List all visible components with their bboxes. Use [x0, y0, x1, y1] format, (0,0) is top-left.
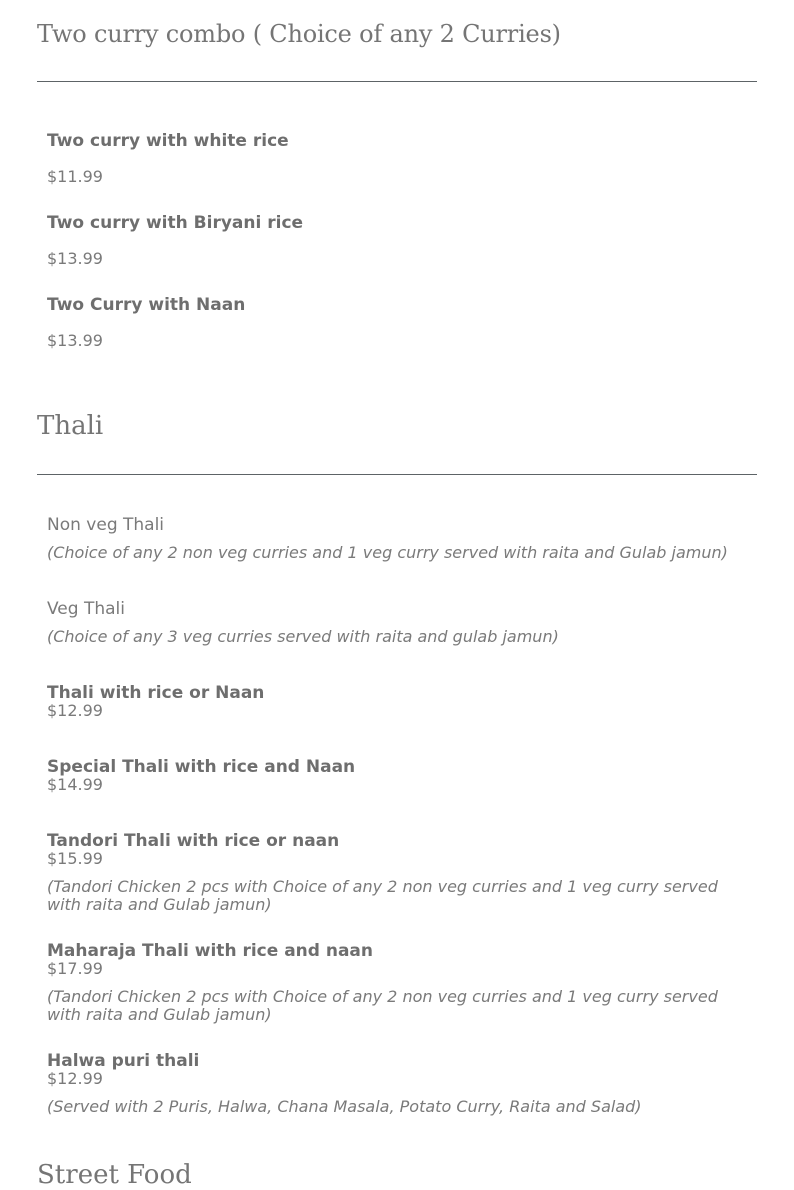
menu-item-description: (Tandori Chicken 2 pcs with Choice of any 2 non veg curries and 1 veg curry served with raita and Gulab jamun) — [47, 987, 718, 1024]
menu-item-name: Maharaja Thali with rice and naan — [47, 941, 374, 961]
menu-item-description: (Served with 2 Puris, Halwa, Chana Masala, Potato Curry, Raita and Salad) — [47, 1097, 642, 1116]
menu-item-name: Tandori Thali with rice or naan — [47, 831, 340, 851]
menu-item-description: (Tandori Chicken 2 pcs with Choice of any 2 non veg curries and 1 veg curry served with raita and Gulab jamun) — [47, 877, 718, 914]
menu-item-price: $15.99 — [47, 849, 103, 868]
menu-item-name: Halwa puri thali — [47, 1051, 200, 1071]
menu-item-name: Two curry with white rice — [47, 131, 289, 151]
menu-item-price: $12.99 — [47, 701, 103, 720]
menu-item-name: Two Curry with Naan — [47, 295, 246, 315]
menu-item-name: Thali with rice or Naan — [47, 683, 265, 703]
menu-item-price: $13.99 — [47, 249, 103, 268]
thali-note-name: Veg Thali — [47, 599, 125, 619]
menu-item-price: $17.99 — [47, 959, 103, 978]
menu-item-name: Two curry with Biryani rice — [47, 213, 304, 233]
section-divider — [37, 81, 757, 82]
street-food-section-title: Street Food — [37, 1160, 192, 1190]
menu-item-price: $14.99 — [47, 775, 103, 794]
menu-item-price: $13.99 — [47, 331, 103, 350]
thali-note-description: (Choice of any 3 veg curries served with raita and gulab jamun) — [47, 627, 559, 646]
thali-note-name: Non veg Thali — [47, 515, 165, 535]
section-divider — [37, 474, 757, 475]
thali-note-description: (Choice of any 2 non veg curries and 1 veg curry served with raita and Gulab jamun) — [47, 543, 728, 562]
combo-section-title: Two curry combo ( Choice of any 2 Curries) — [37, 20, 561, 48]
menu-item-price: $11.99 — [47, 167, 103, 186]
thali-section-title: Thali — [37, 411, 104, 441]
menu-item-name: Special Thali with rice and Naan — [47, 757, 356, 777]
menu-item-price: $12.99 — [47, 1069, 103, 1088]
